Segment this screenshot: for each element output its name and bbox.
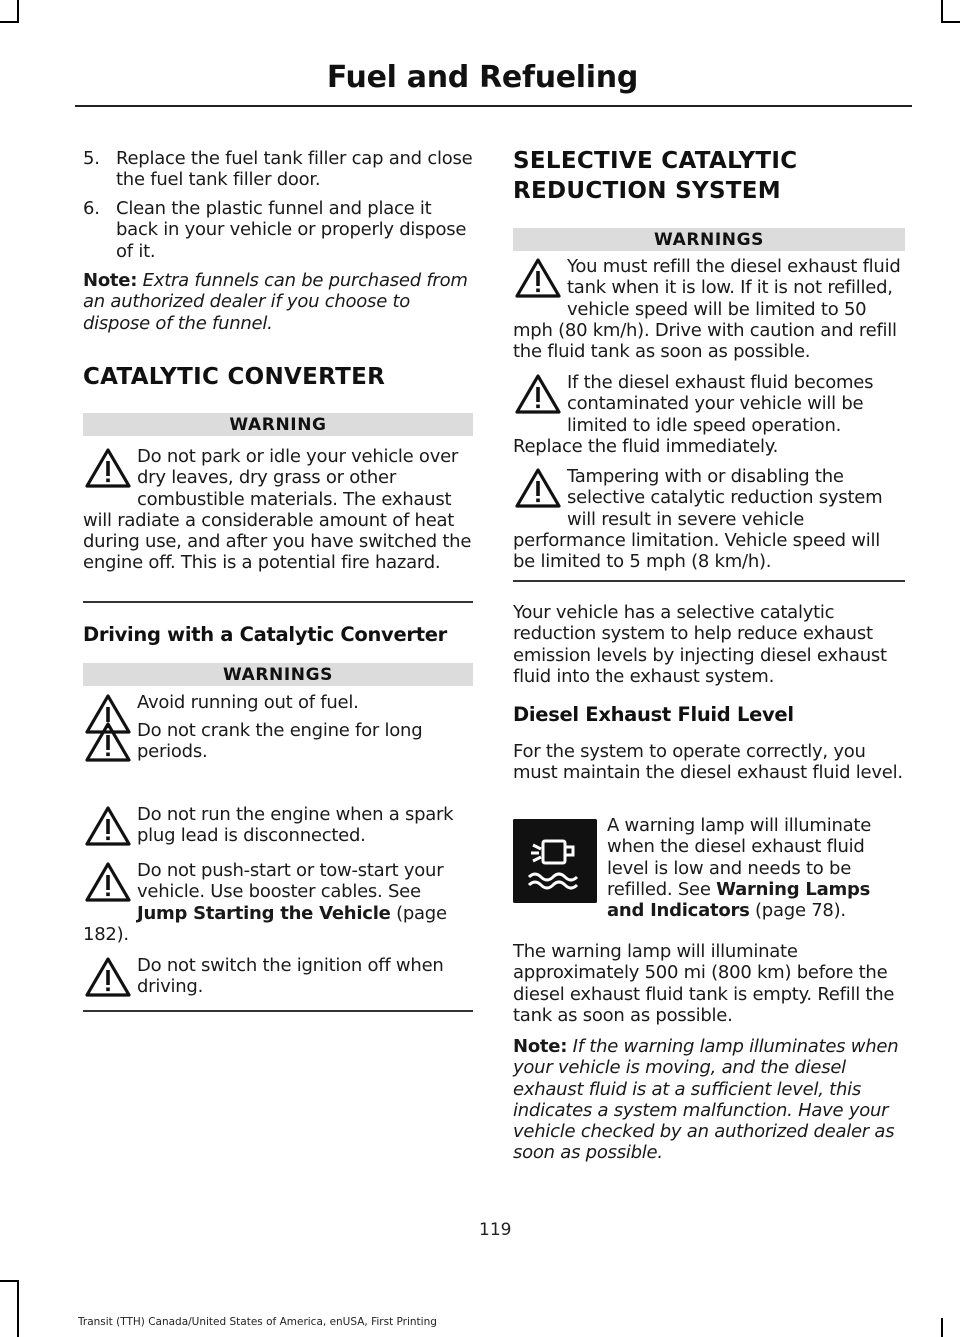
warning-triangle-icon xyxy=(83,860,133,906)
crop-mark xyxy=(17,1280,19,1337)
note-text: If the warning lamp illuminates when your vehicle is moving, and the diesel exhaust fluid is at a sufficient level, this indicates a system malfunction. Have your vehicle checked by an authorized dealer as soon as possible. xyxy=(513,1036,899,1164)
def-lamp-paragraph xyxy=(513,815,905,921)
crop-mark xyxy=(0,1280,19,1282)
warning-tampering xyxy=(513,466,905,572)
warning-text: Do not push-start or tow-start your vehicle. Use booster cables. See xyxy=(137,860,444,903)
list-item-step-6 xyxy=(83,198,473,262)
warning-contaminated xyxy=(513,372,905,457)
note-label: Note: xyxy=(513,1036,568,1057)
warning-refill xyxy=(513,256,905,362)
diesel-exhaust-fluid-lamp-icon xyxy=(513,819,597,903)
warnings-banner: WARNINGS xyxy=(83,663,473,686)
note-text: Extra funnels can be purchased from an authorized dealer if you choose to dispose of the funnel. xyxy=(83,270,468,334)
def-paragraph-1: For the system to operate correctly, you must maintain the diesel exhaust fluid level. xyxy=(513,741,903,784)
page-number: 119 xyxy=(479,1220,512,1240)
warnings-banner: WARNINGS xyxy=(513,228,905,251)
warning-push-start xyxy=(83,860,473,945)
warning-triangle-icon xyxy=(513,256,563,302)
warning-text: Do not park or idle your vehicle over dry leaves, dry grass or other combustible materials. The exhaust will radiate a considerable amount of heat during use, and after you have switched the engine off. This is a potential fire hazard. xyxy=(83,446,472,574)
list-text: Replace the fuel tank filler cap and close the fuel tank filler door. xyxy=(116,148,473,191)
warning-triangle-icon xyxy=(83,804,133,850)
section-rule xyxy=(513,580,905,582)
list-item-step-5 xyxy=(83,148,473,191)
scr-intro-paragraph: Your vehicle has a selective catalytic reduction system to help reduce exhaust emission levels by injecting diesel exhaust fluid into the exhaust system. xyxy=(513,602,887,687)
warning-text: Do not crank the engine for long periods. xyxy=(137,720,423,763)
crop-mark xyxy=(941,1318,943,1337)
list-number: 5. xyxy=(83,148,100,169)
crop-mark xyxy=(941,0,943,22)
page-reference: (page 182). xyxy=(83,902,447,945)
crop-mark xyxy=(0,21,19,23)
warning-text: If the diesel exhaust fluid becomes contaminated your vehicle will be limited to idle speed operation. Replace the fluid immediately. xyxy=(513,372,874,457)
warning-text: Avoid running out of fuel. xyxy=(137,692,359,713)
warning-banner: WARNING xyxy=(83,413,473,436)
warning-crank xyxy=(83,720,473,766)
warning-text: Do not run the engine when a spark plug lead is disconnected. xyxy=(137,804,454,847)
page-reference: (page 78). xyxy=(749,900,846,922)
warning-triangle-icon xyxy=(83,446,133,492)
note-label: Note: xyxy=(83,270,138,291)
warning-triangle-icon xyxy=(513,466,563,512)
warning-text: Tampering with or disabling the selective catalytic reduction system will result in severe vehicle performance limitation. Vehicle speed will be limited to 5 mph (8 km/h). xyxy=(513,466,883,573)
xref-jump-starting[interactable]: Jump Starting the Vehicle xyxy=(137,902,391,924)
warning-text: You must refill the diesel exhaust fluid tank when it is low. If it is not refilled, vehicle speed will be limited to 50 mph (80 km/h). Drive with caution and refill the fluid tank as soon as possible. xyxy=(513,256,901,363)
crop-mark xyxy=(941,21,960,23)
heading-catalytic-converter: CATALYTIC CONVERTER xyxy=(83,364,386,390)
warning-triangle-icon xyxy=(513,372,563,418)
def-paragraph-2: The warning lamp will illuminate approximately 500 mi (800 km) before the diesel exhaust fluid tank is empty. Refill the tank as soon as possible. xyxy=(513,941,895,1026)
list-text: Clean the plastic funnel and place it back in your vehicle or properly dispose of it. xyxy=(116,198,467,262)
heading-scr-line-2: REDUCTION SYSTEM xyxy=(513,178,781,204)
section-rule xyxy=(83,601,473,603)
note-malfunction xyxy=(513,1036,905,1164)
warning-triangle-icon xyxy=(83,955,133,1001)
section-rule xyxy=(83,1010,473,1012)
lamp-text: A warning lamp will illuminate when the diesel exhaust fluid level is low and needs to be refilled. See xyxy=(607,815,872,900)
heading-def-level: Diesel Exhaust Fluid Level xyxy=(513,703,794,726)
heading-driving-catalytic: Driving with a Catalytic Converter xyxy=(83,623,447,646)
crop-mark xyxy=(17,0,19,22)
warning-ignition xyxy=(83,955,473,1001)
list-number: 6. xyxy=(83,198,100,219)
warning-text: Do not switch the ignition off when driving. xyxy=(137,955,444,998)
xref-warning-lamps[interactable]: Warning Lamps and Indicators xyxy=(607,878,871,922)
note-funnel xyxy=(83,270,473,334)
header-rule xyxy=(75,105,912,107)
footer-publication-info: Transit (TTH) Canada/United States of America, enUSA, First Printing xyxy=(78,1316,437,1328)
heading-scr-line-1: SELECTIVE CATALYTIC xyxy=(513,148,798,174)
warning-catalytic xyxy=(83,446,473,574)
page-header-title: Fuel and Refueling xyxy=(326,60,638,95)
warning-triangle-icon xyxy=(83,720,133,766)
warning-spark-plug xyxy=(83,804,473,850)
